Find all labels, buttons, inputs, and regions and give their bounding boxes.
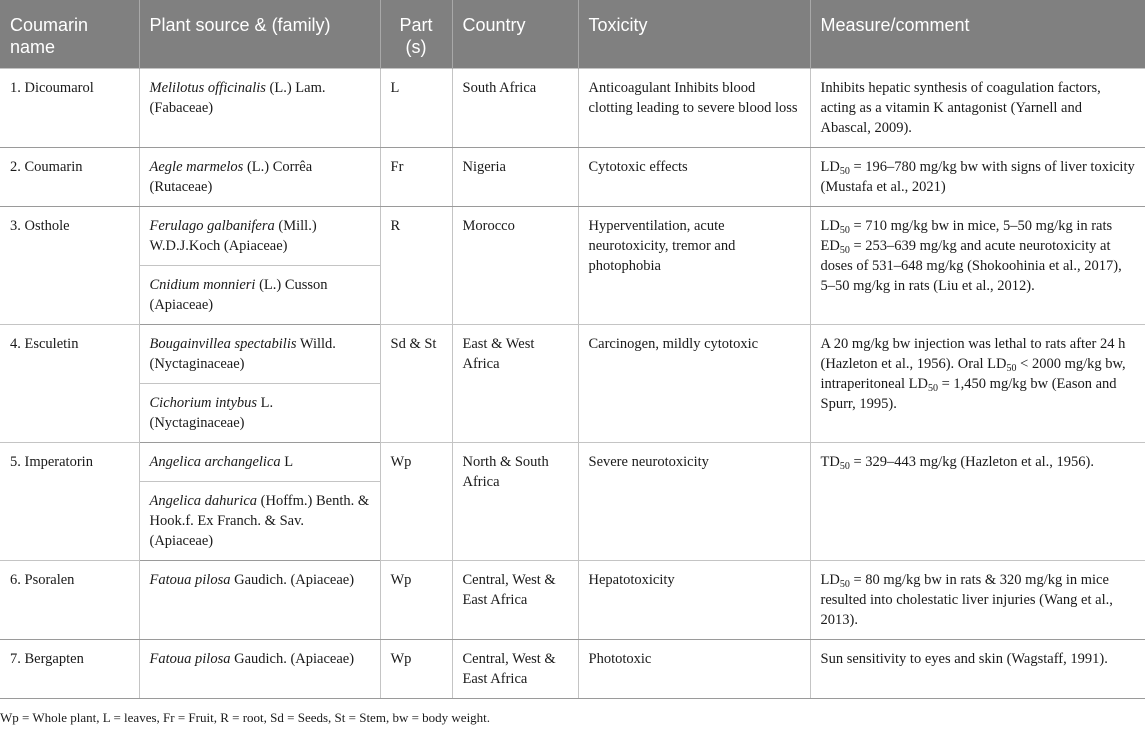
- measure-comment-cell: $LD_{50} = 710$ mg/kg bw in mice, 5–50 mg/kg in rats $ED_{50} = 253-639$ mg/kg and acute neurotoxicity at doses of 531–648 mg/kg (Shokoohinia et al., 2017), 5–50 mg/kg in rats (Liu et al., 2012).: [810, 207, 1145, 325]
- measure-comment-cell: Sun sensitivity to eyes and skin (Wagstaff, 1991).: [810, 640, 1145, 699]
- coumarin-name-cell: 6. Psoralen: [0, 561, 139, 640]
- plant-source-cell: Aegle marmelos (L.) Corrêa (Rutaceae): [139, 148, 380, 207]
- country-cell: Nigeria: [452, 148, 578, 207]
- toxicity-cell: Cytotoxic effects: [578, 148, 810, 207]
- table-footnote: Wp = Whole plant, L = leaves, Fr = Fruit, R = root, Sd = Seeds, St = Stem, bw = body weight.: [0, 710, 491, 725]
- plant-source-cell: Fatoua pilosa Gaudich. (Apiaceae): [139, 640, 380, 699]
- part-cell: L: [380, 69, 452, 148]
- country-cell: South Africa: [452, 69, 578, 148]
- table-row: [0, 325, 1145, 384]
- country-cell: East & West Africa: [452, 325, 578, 443]
- part-cell: R: [380, 207, 452, 325]
- coumarin-name-cell: 5. Imperatorin: [0, 443, 139, 561]
- measure-comment-cell: $LD_{50} = 196-780$ mg/kg bw with signs of liver toxicity (Mustafa et al., 2021): [810, 148, 1145, 207]
- plant-source-cell: Angelica archangelica L: [139, 443, 380, 482]
- header-part: Part (s): [380, 0, 452, 69]
- measure-comment-cell: $LD_{50} = 80$ mg/kg bw in rats & 320 mg/kg in mice resulted into cholestatic liver injuries (Wang et al., 2013).: [810, 561, 1145, 640]
- country-cell: Central, West & East Africa: [452, 561, 578, 640]
- table-row: [0, 69, 1145, 148]
- coumarin-name-cell: 7. Bergapten: [0, 640, 139, 699]
- part-cell: Wp: [380, 443, 452, 561]
- table-header-row: [0, 0, 1145, 69]
- country-cell: Morocco: [452, 207, 578, 325]
- plant-source-cell: Cnidium monnieri (L.) Cusson (Apiaceae): [139, 266, 380, 325]
- header-plant-source: Plant source & (family): [139, 0, 380, 69]
- measure-comment-cell: A 20 mg/kg bw injection was lethal to rats after 24 h (Hazleton et al., 1956). Oral $LD_{50} < 2000$ mg/kg bw, intraperitoneal $LD_{50} = 1,450$ mg/kg bw (Eason and Spurr, 1995).: [810, 325, 1145, 443]
- toxicity-cell: Severe neurotoxicity: [578, 443, 810, 561]
- measure-comment-cell: Inhibits hepatic synthesis of coagulation factors, acting as a vitamin K antagonist (Yarnell and Abascal, 2009).: [810, 69, 1145, 148]
- table-row: [0, 443, 1145, 482]
- plant-source-cell: Fatoua pilosa Gaudich. (Apiaceae): [139, 561, 380, 640]
- toxicity-cell: Hyperventilation, acute neurotoxicity, tremor and photophobia: [578, 207, 810, 325]
- coumarin-name-cell: 1. Dicoumarol: [0, 69, 139, 148]
- measure-comment-cell: $TD_{50} = 329-443$ mg/kg (Hazleton et al., 1956).: [810, 443, 1145, 561]
- part-cell: Wp: [380, 640, 452, 699]
- table-body: [0, 69, 1145, 699]
- header-country: Country: [452, 0, 578, 69]
- header-toxicity: Toxicity: [578, 0, 810, 69]
- part-cell: Fr: [380, 148, 452, 207]
- toxicity-cell: Phototoxic: [578, 640, 810, 699]
- country-cell: North & South Africa: [452, 443, 578, 561]
- part-cell: Sd & St: [380, 325, 452, 443]
- table-row: [0, 207, 1145, 266]
- coumarin-name-cell: 3. Osthole: [0, 207, 139, 325]
- plant-source-cell: Melilotus officinalis (L.) Lam. (Fabaceae): [139, 69, 380, 148]
- toxicity-cell: Anticoagulant Inhibits blood clotting leading to severe blood loss: [578, 69, 810, 148]
- plant-source-cell: Ferulago galbanifera (Mill.) W.D.J.Koch (Apiaceae): [139, 207, 380, 266]
- toxicity-cell: Carcinogen, mildly cytotoxic: [578, 325, 810, 443]
- table-row: [0, 148, 1145, 207]
- coumarin-name-cell: 2. Coumarin: [0, 148, 139, 207]
- plant-source-cell: Bougainvillea spectabilis Willd. (Nyctaginaceae): [139, 325, 380, 384]
- plant-source-cell: Angelica dahurica (Hoffm.) Benth. & Hook.f. Ex Franch. & Sav. (Apiaceae): [139, 482, 380, 561]
- part-cell: Wp: [380, 561, 452, 640]
- country-cell: Central, West & East Africa: [452, 640, 578, 699]
- coumarin-name-cell: 4. Esculetin: [0, 325, 139, 443]
- header-coumarin-name: Coumarin name: [0, 0, 139, 69]
- toxicity-cell: Hepatotoxicity: [578, 561, 810, 640]
- header-measure-comment: Measure/comment: [810, 0, 1145, 69]
- table-row: [0, 640, 1145, 699]
- table-row: [0, 561, 1145, 640]
- plant-source-cell: Cichorium intybus L. (Nyctaginaceae): [139, 384, 380, 443]
